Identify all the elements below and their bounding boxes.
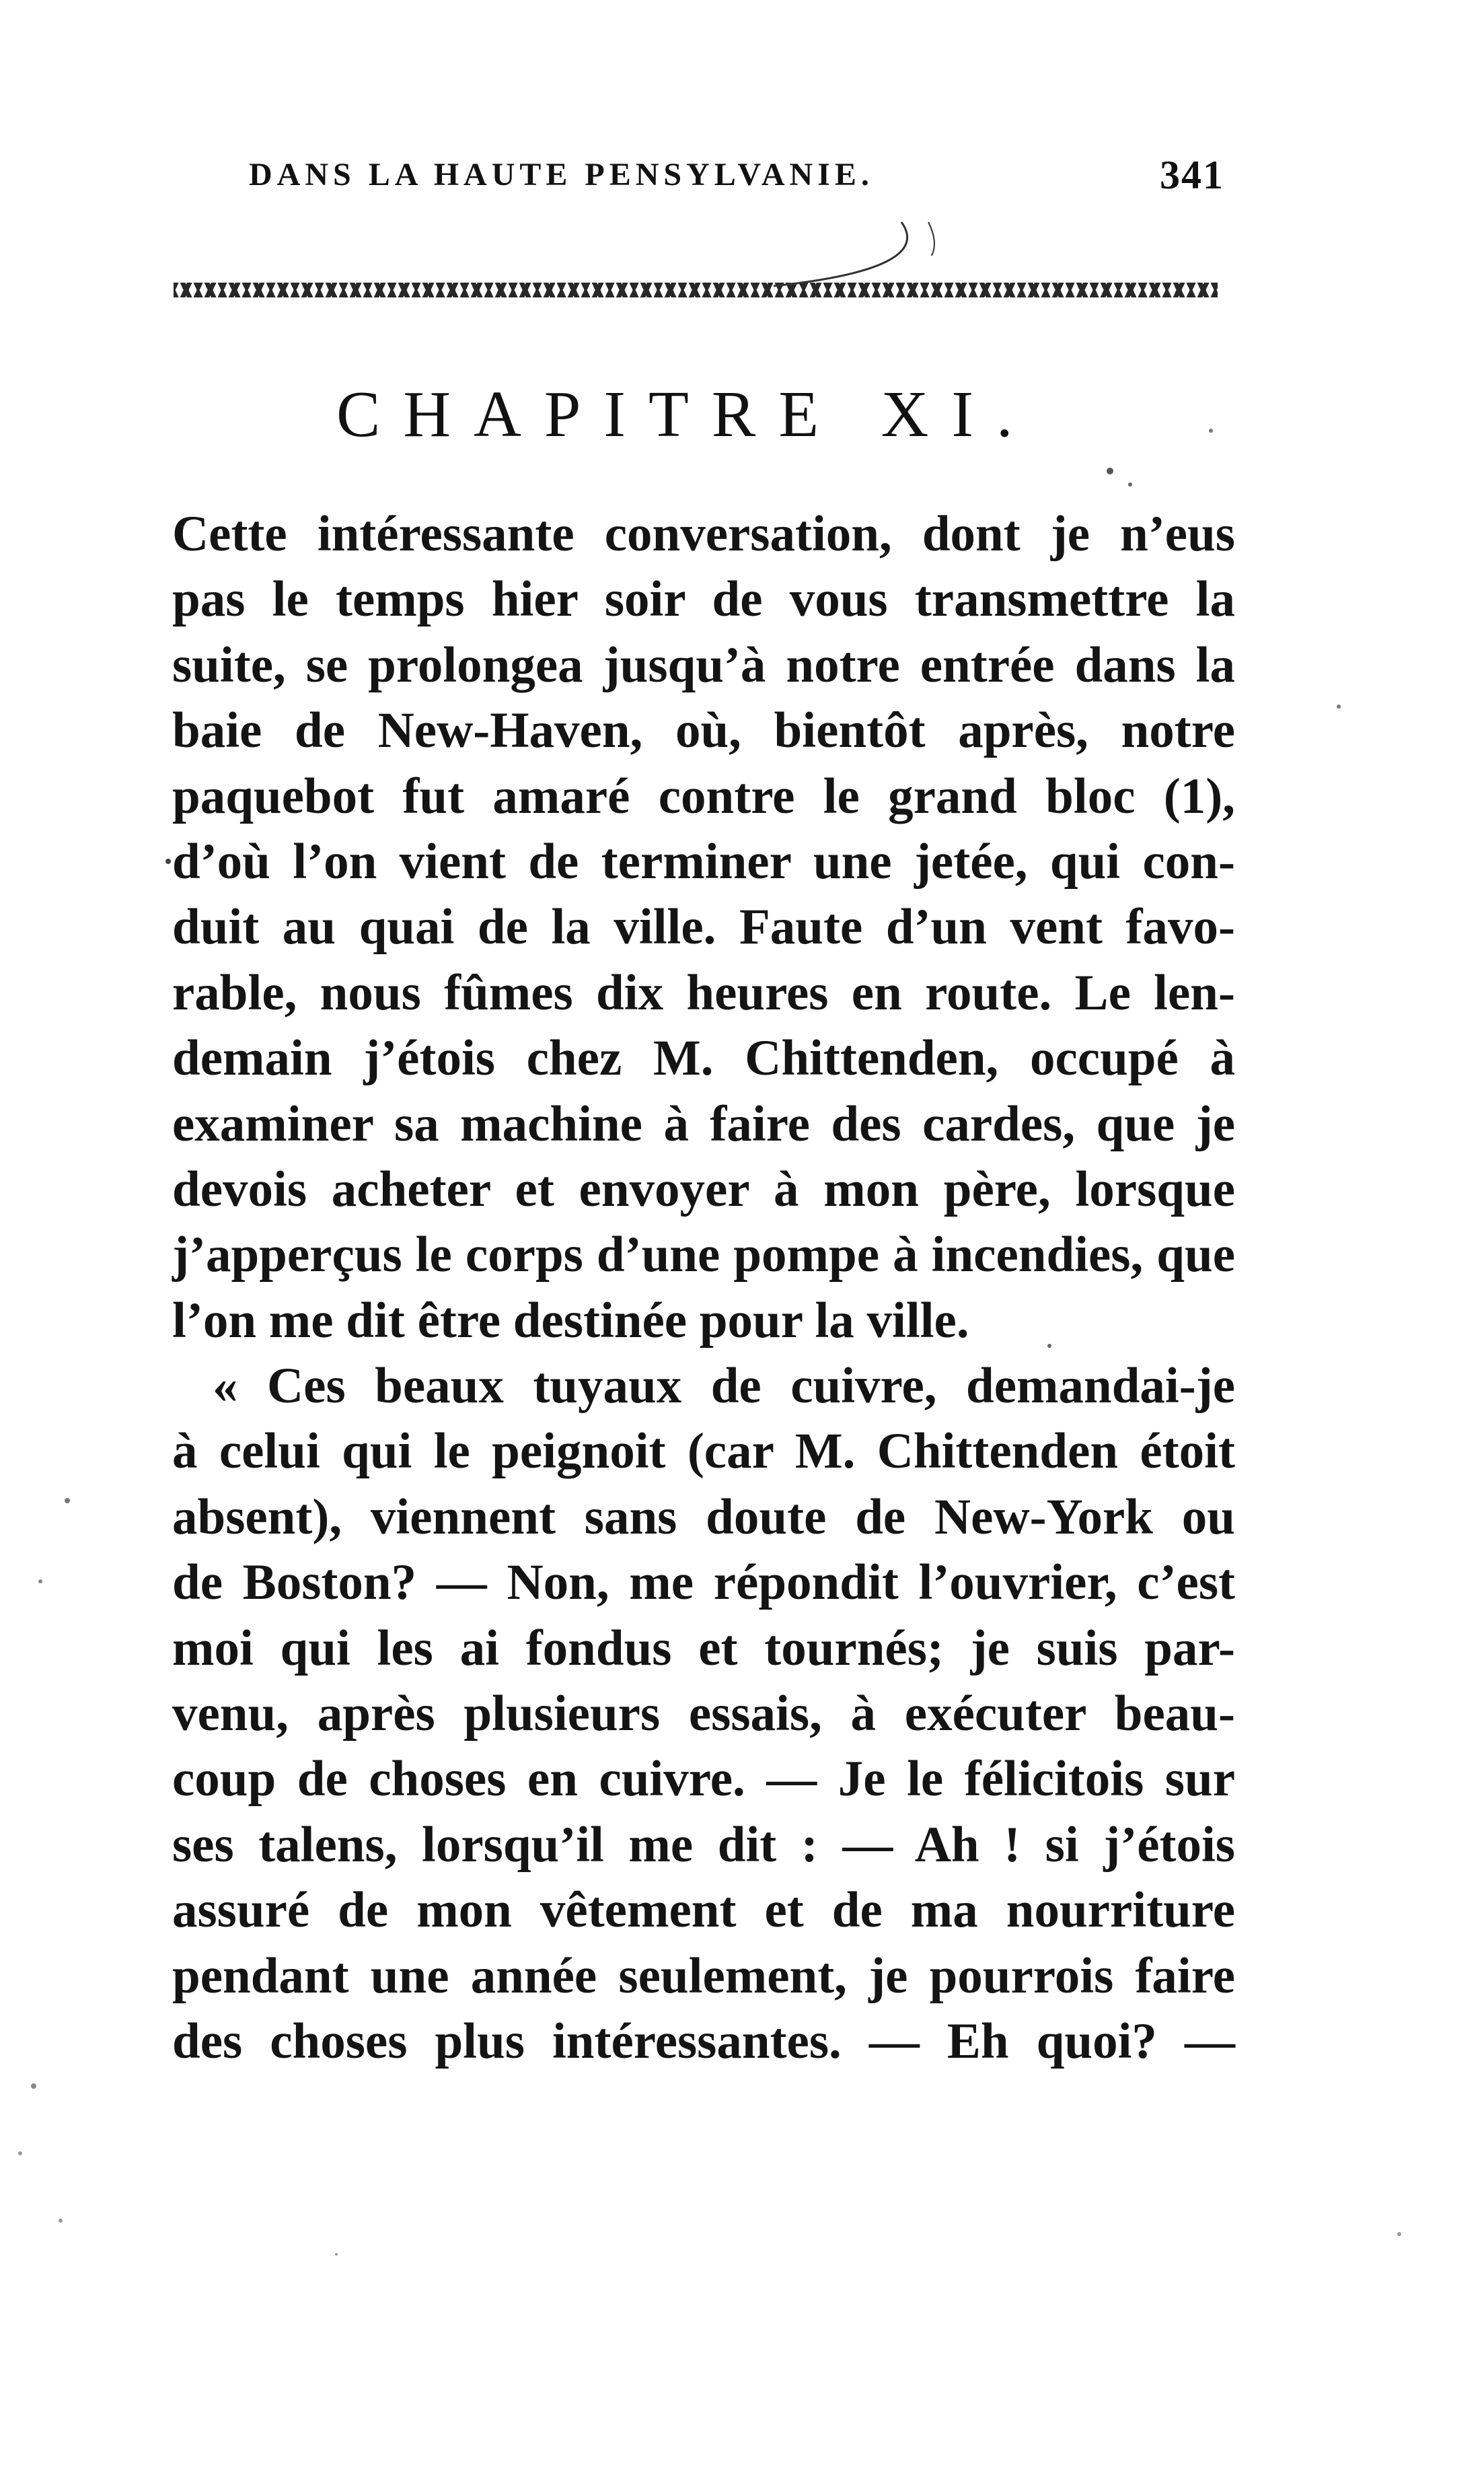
- text-line: de Boston? — Non, me répondit l’ouvrier, c’est: [172, 1554, 1235, 1611]
- text-line: paquebot fut amaré contre le grand bloc (1),: [172, 768, 1235, 824]
- ornamental-rule: [174, 283, 1218, 297]
- text-line: pendant une année seulement, je pourrois faire: [172, 1947, 1235, 2004]
- text-line: coup de choses en cuivre. — Je le félicitois sur: [172, 1751, 1235, 1807]
- text-line: duit au quai de la ville. Faute d’un vent favo-: [172, 899, 1235, 956]
- running-title: DANS LA HAUTE PENSYLVANIE.: [249, 157, 874, 192]
- text-line: pas le temps hier soir de vous transmettre la: [172, 571, 1235, 628]
- text-line: d’où l’on vient de terminer une jetée, qui con-: [172, 833, 1235, 890]
- body-text: [172, 501, 1235, 2074]
- text-line: devois acheter et envoyer à mon père, lorsque: [172, 1161, 1235, 1217]
- text-line: absent), viennent sans doute de New-York ou: [172, 1488, 1235, 1545]
- text-line: l’on me dit être destinée pour la ville.: [172, 1292, 969, 1349]
- text-line: venu, après plusieurs essais, à exécuter beau-: [172, 1686, 1235, 1742]
- page-number: 341: [1160, 153, 1224, 197]
- text-line: assuré de mon vêtement et de ma nourriture: [172, 1882, 1235, 1939]
- text-line: des choses plus intéressantes. — Eh quoi? —: [172, 2013, 1235, 2069]
- text-line: rable, nous fûmes dix heures en route. Le len-: [172, 964, 1235, 1021]
- text-line: suite, se prolongea jusqu’à notre entrée dans la: [172, 637, 1235, 693]
- text-line: examiner sa machine à faire des cardes, que je: [172, 1096, 1235, 1152]
- running-head: [249, 153, 1224, 203]
- chapter-title: CHAPITRE XI.: [336, 378, 1036, 451]
- text-line: demain j’étois chez M. Chittenden, occupé à: [172, 1030, 1235, 1087]
- text-line: Cette intéressante conversation, dont je n’eus: [172, 506, 1235, 562]
- text-line: baie de New-Haven, où, bientôt après, notre: [172, 703, 1235, 759]
- text-line: à celui qui le peignoit (car M. Chittenden étoit: [172, 1423, 1235, 1480]
- text-line: j’apperçus le corps d’une pompe à incendies, que: [172, 1227, 1235, 1283]
- text-line: ses talens, lorsqu’il me dit : — Ah ! si j’étois: [172, 1816, 1235, 1873]
- text-line: « Ces beaux tuyaux de cuivre, demandai-je: [213, 1358, 1235, 1414]
- text-line: moi qui les ai fondus et tournés; je suis par-: [172, 1620, 1235, 1676]
